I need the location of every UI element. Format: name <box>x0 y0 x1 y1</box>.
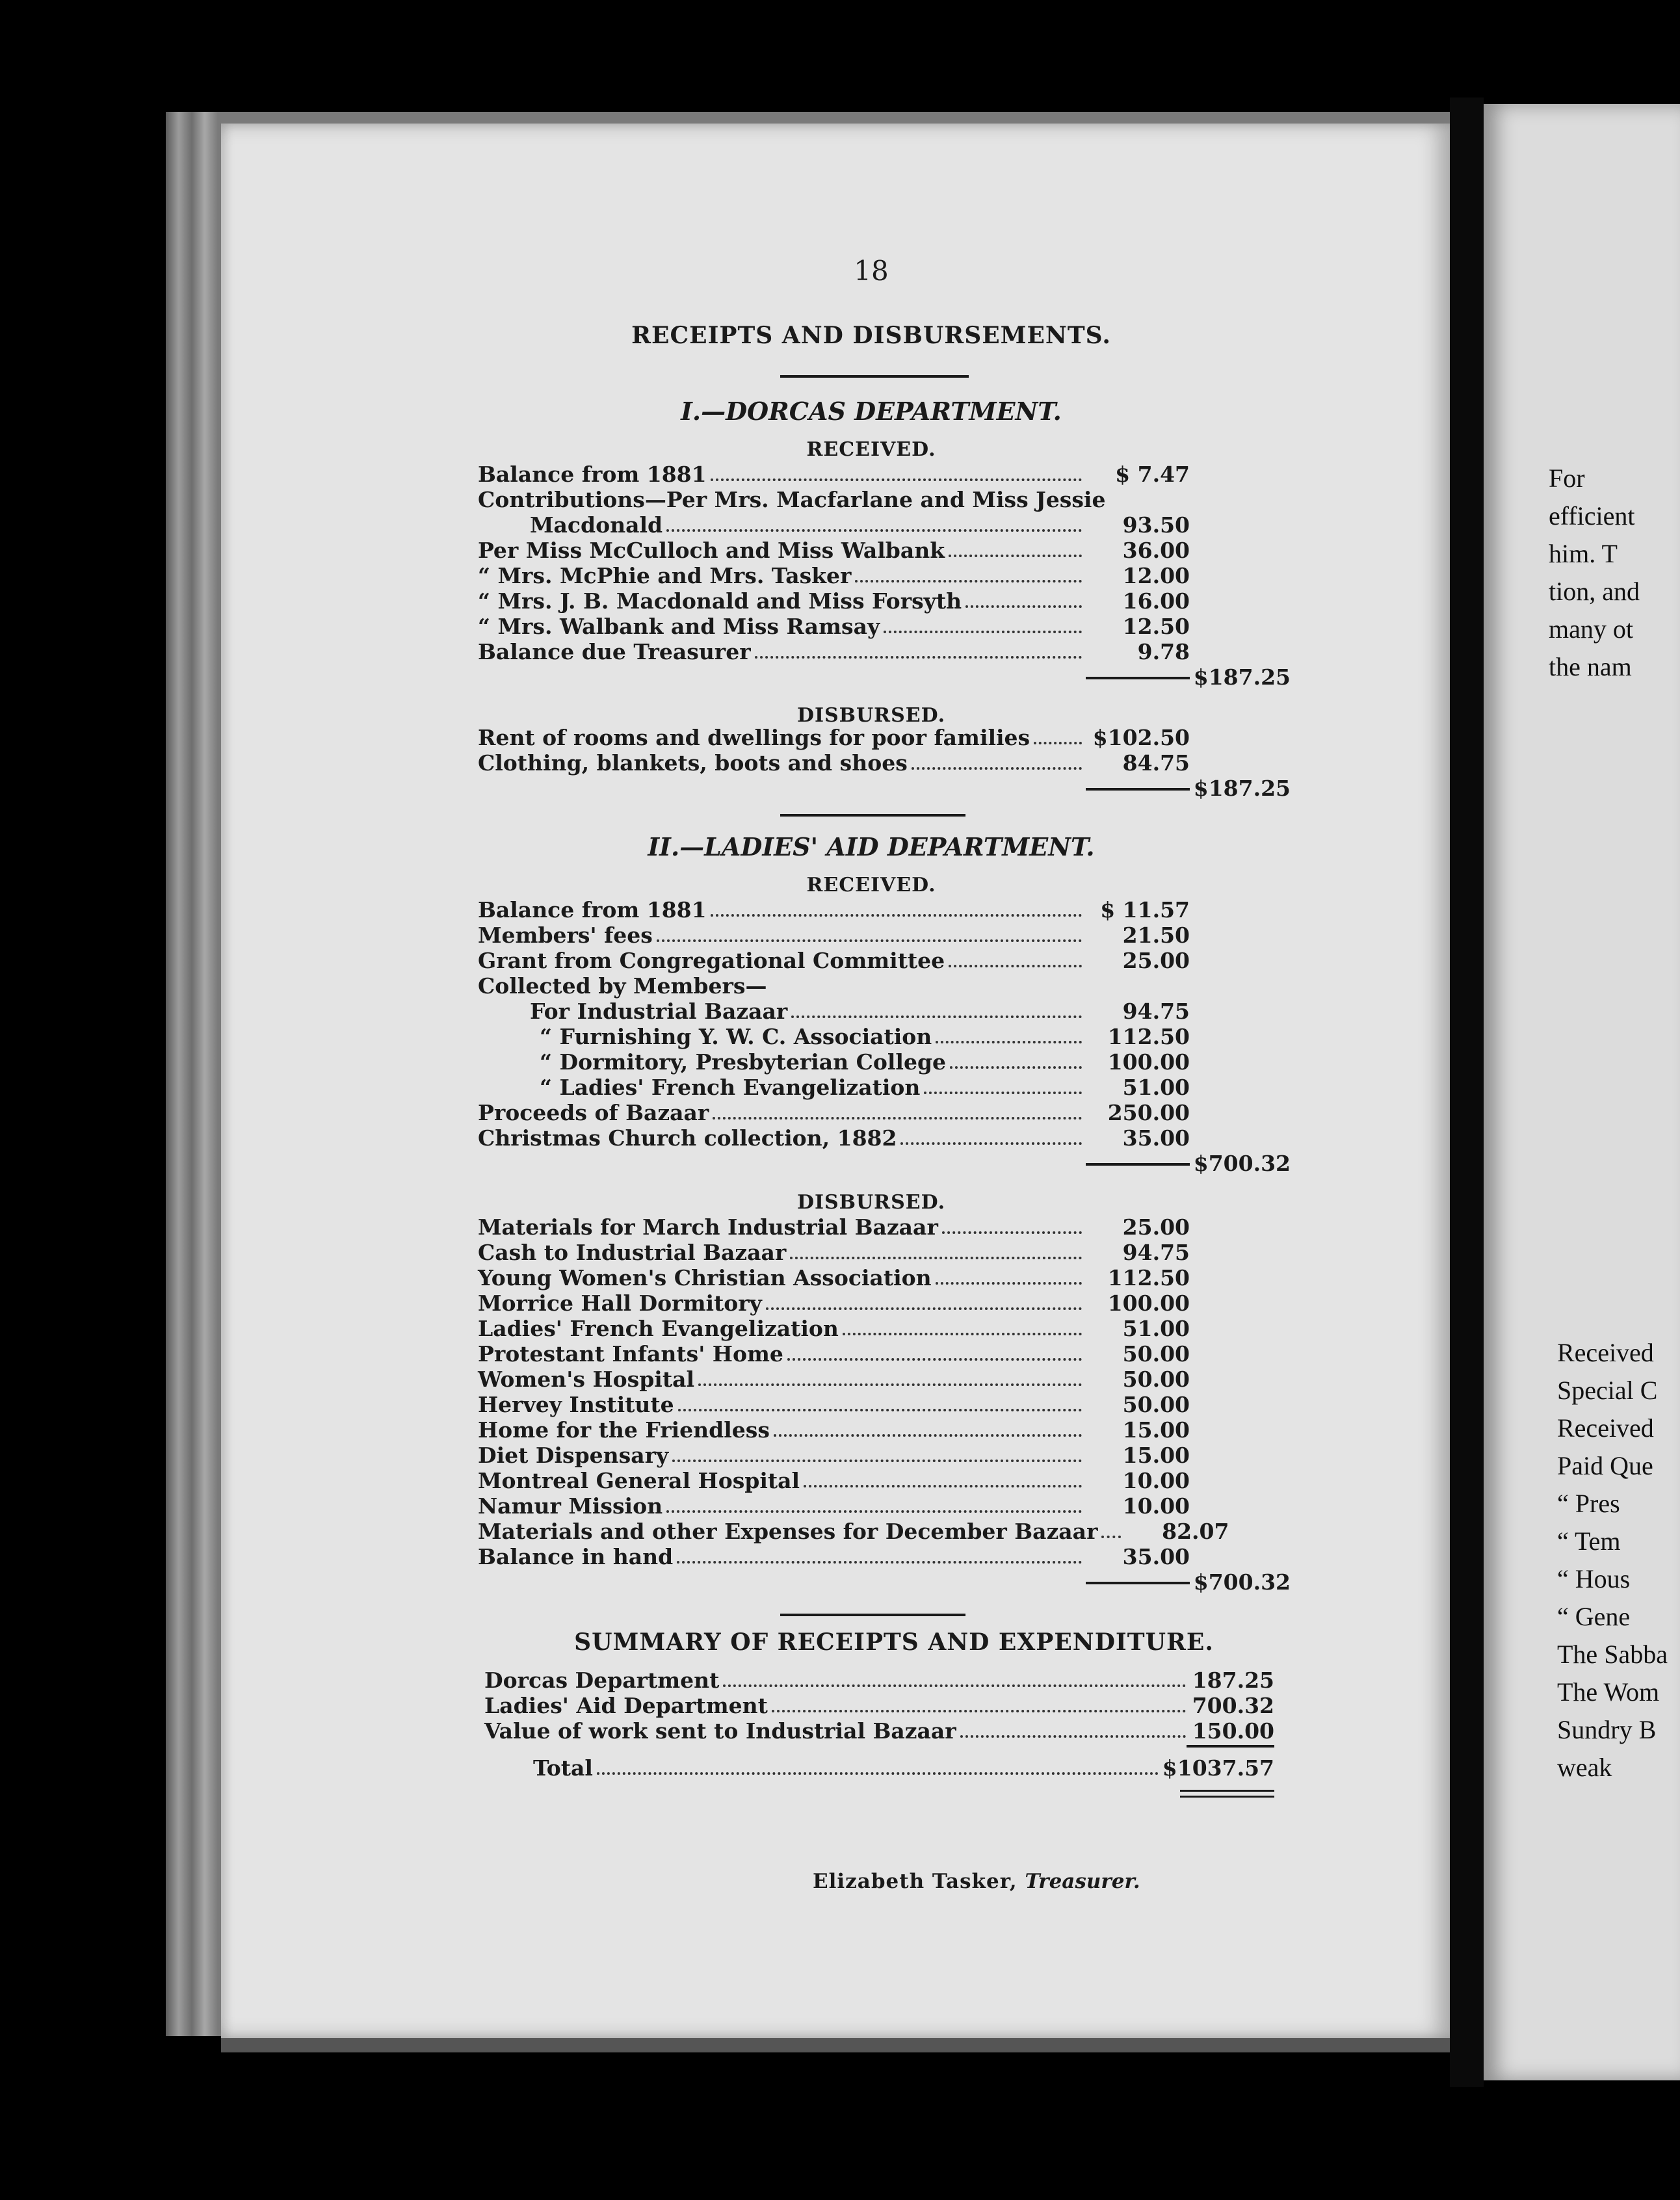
ledger-label: For Industrial Bazaar <box>530 999 788 1024</box>
ledger-amount: 50.00 <box>1122 1392 1190 1417</box>
leader-dots <box>774 1434 1082 1437</box>
ledger-amount: 35.00 <box>1122 1125 1190 1151</box>
ledger-row <box>478 1367 1291 1392</box>
ledger-row <box>478 973 1291 999</box>
facing-line: The Wom <box>1557 1677 1660 1707</box>
summary-label: Value of work sent to Industrial Bazaar <box>484 1718 956 1744</box>
ledger-label: “ Mrs. Walbank and Miss Ramsay <box>478 614 880 639</box>
ledger-label: Balance from 1881 <box>478 897 707 923</box>
ledger-row <box>478 1049 1291 1075</box>
leader-dots <box>678 1409 1082 1411</box>
ledger-row <box>478 1290 1291 1316</box>
ledger-total: $700.32 <box>1193 1151 1291 1176</box>
ledger-amount: 100.00 <box>1107 1290 1190 1316</box>
ledger-label: Clothing, blankets, boots and shoes <box>478 750 908 776</box>
ledger-label: Materials and other Expenses for December Bazaar <box>478 1519 1098 1544</box>
treasurer-name: Elizabeth Tasker, <box>813 1870 1017 1893</box>
ledger-row <box>478 1468 1291 1493</box>
leader-dots <box>677 1561 1082 1564</box>
ledger-amount: 15.00 <box>1122 1417 1190 1443</box>
ledger-amount: 10.00 <box>1122 1468 1190 1493</box>
facing-line: the nam <box>1549 652 1632 681</box>
ledger-row <box>478 512 1291 538</box>
summary-total-label: Total <box>533 1755 593 1781</box>
ledger-row <box>478 1392 1291 1417</box>
dorcas-received-list <box>478 462 1291 690</box>
ledger-label: “ Mrs. McPhie and Mrs. Tasker <box>478 563 852 588</box>
ladies-aid-heading: II.—LADIES' AID DEPARTMENT. <box>648 832 1095 861</box>
facing-line: weak <box>1557 1753 1612 1782</box>
ledger-total: $187.25 <box>1193 664 1291 690</box>
section-rule-1 <box>780 814 965 817</box>
leader-dots <box>965 605 1082 608</box>
ledger-label: Contributions—Per Mrs. Macfarlane and Miss Jessie <box>478 487 1106 512</box>
leader-dots <box>949 555 1082 557</box>
leader-dots <box>924 1092 1082 1094</box>
summary-row <box>484 1718 1274 1744</box>
leader-dots <box>804 1485 1082 1487</box>
ledger-row <box>478 1443 1291 1468</box>
ledger-amount: 51.00 <box>1122 1075 1190 1100</box>
ledger-amount: 50.00 <box>1122 1341 1190 1367</box>
leader-dots <box>711 478 1082 481</box>
ledger-amount: 15.00 <box>1122 1443 1190 1468</box>
summary-row <box>484 1693 1274 1718</box>
ledger-label: Hervey Institute <box>478 1392 674 1417</box>
summary-row <box>484 1668 1274 1693</box>
double-rule <box>533 1790 1274 1798</box>
ledger-total-row <box>478 776 1291 801</box>
ledger-row <box>478 487 1291 512</box>
ledger-label: Per Miss McCulloch and Miss Walbank <box>478 538 945 563</box>
facing-line: tion, and <box>1549 577 1640 606</box>
leader-dots <box>597 1772 1159 1775</box>
leader-dots <box>698 1383 1082 1386</box>
leader-dots <box>912 767 1082 770</box>
ledger-amount: 250.00 <box>1107 1100 1190 1125</box>
facing-line: “ Hous <box>1557 1564 1631 1593</box>
ledger-total: $700.32 <box>1193 1569 1291 1595</box>
ledger-amount: 12.00 <box>1122 563 1190 588</box>
leader-dots <box>949 965 1082 967</box>
ledger-amount: $102.50 <box>1092 725 1190 750</box>
ledger-amount: 51.00 <box>1122 1316 1190 1341</box>
ledger-label: “ Dormitory, Presbyterian College <box>540 1049 947 1075</box>
book-gutter <box>1450 98 1484 2087</box>
ledger-row <box>478 1100 1291 1125</box>
ledger-amount: $ 7.47 <box>1115 462 1190 487</box>
total-rule <box>1086 677 1190 679</box>
leader-dots <box>884 631 1082 633</box>
section-rule-2 <box>780 1614 965 1616</box>
summary-total-amount: $1037.57 <box>1162 1755 1274 1781</box>
leader-dots <box>791 1015 1082 1018</box>
facing-line: For <box>1549 464 1585 493</box>
ledger-total: $187.25 <box>1193 776 1291 801</box>
ledger-amount: 36.00 <box>1122 538 1190 563</box>
ledger-amount: 25.00 <box>1122 1214 1190 1240</box>
summary-rule <box>484 1745 1274 1748</box>
ledger-row <box>478 1265 1291 1290</box>
ledger-label: Grant from Congregational Committee <box>478 948 945 973</box>
summary-amount: 187.25 <box>1192 1668 1274 1693</box>
ledger-row <box>478 1519 1291 1544</box>
page-number: 18 <box>854 255 889 287</box>
ledger-label: Materials for March Industrial Bazaar <box>478 1214 938 1240</box>
ledger-row <box>478 1240 1291 1265</box>
ledger-row <box>478 1341 1291 1367</box>
ladies-aid-received-label: RECEIVED. <box>806 874 936 897</box>
facing-line: Sundry B <box>1557 1715 1657 1744</box>
summary-list <box>484 1668 1274 1751</box>
leader-dots <box>666 1510 1082 1513</box>
summary-label: Ladies' Aid Department <box>484 1693 768 1718</box>
total-rule <box>1086 1582 1190 1584</box>
leader-dots <box>672 1460 1082 1462</box>
leader-dots <box>787 1358 1082 1361</box>
ledger-amount: 16.00 <box>1122 588 1190 614</box>
facing-page-bottom-text <box>1557 1337 1668 1790</box>
ledger-row <box>478 1417 1291 1443</box>
leader-dots <box>723 1684 1186 1687</box>
leader-dots <box>1034 742 1082 744</box>
title-rule <box>780 375 969 378</box>
summary-amount: 150.00 <box>1192 1718 1274 1744</box>
ledger-label: Balance in hand <box>478 1544 674 1569</box>
ledger-total-row <box>478 1569 1291 1595</box>
leader-dots <box>713 1117 1082 1120</box>
ledger-amount: 112.50 <box>1107 1024 1190 1049</box>
ledger-row <box>478 999 1291 1024</box>
leader-dots <box>755 656 1082 659</box>
leader-dots <box>666 529 1082 532</box>
dorcas-disbursed-list <box>478 725 1291 801</box>
ledger-label: Namur Mission <box>478 1493 663 1519</box>
leader-dots <box>766 1307 1082 1310</box>
treasurer-signature <box>813 1870 1140 1893</box>
ledger-amount: 84.75 <box>1122 750 1190 776</box>
ledger-label: Montreal General Hospital <box>478 1468 800 1493</box>
leader-dots <box>843 1333 1082 1335</box>
leader-dots <box>657 939 1082 942</box>
facing-line: many ot <box>1549 614 1633 644</box>
ledger-label: Cash to Industrial Bazaar <box>478 1240 787 1265</box>
ledger-row <box>478 1316 1291 1341</box>
ledger-label: Morrice Hall Dormitory <box>478 1290 762 1316</box>
ledger-label: Balance due Treasurer <box>478 639 751 664</box>
ledger-row <box>478 725 1291 750</box>
total-rule <box>1086 788 1190 791</box>
ledger-label: Collected by Members— <box>478 973 767 999</box>
ledger-label: “ Furnishing Y. W. C. Association <box>540 1024 932 1049</box>
ledger-label: Young Women's Christian Association <box>478 1265 932 1290</box>
ledger-row <box>478 538 1291 563</box>
page-title: RECEIPTS AND DISBURSEMENTS. <box>631 322 1111 349</box>
ledger-row <box>478 588 1291 614</box>
ledger-amount: 100.00 <box>1107 1049 1190 1075</box>
leader-dots <box>900 1142 1082 1145</box>
ledger-row <box>478 1493 1291 1519</box>
ledger-amount: 82.07 <box>1162 1519 1229 1544</box>
ledger-label: Home for the Friendless <box>478 1417 770 1443</box>
leader-dots <box>942 1231 1082 1234</box>
ladies-aid-received-list <box>478 897 1291 1176</box>
leader-dots <box>936 1282 1082 1285</box>
ledger-amount: 112.50 <box>1107 1265 1190 1290</box>
ledger-label: Women's Hospital <box>478 1367 694 1392</box>
ledger-row <box>478 750 1291 776</box>
dorcas-received-label: RECEIVED. <box>806 438 936 461</box>
ledger-label: Rent of rooms and dwellings for poor families <box>478 725 1030 750</box>
ladies-aid-disbursed-list <box>478 1214 1291 1595</box>
ledger-amount: 10.00 <box>1122 1493 1190 1519</box>
ledger-row <box>478 1024 1291 1049</box>
leader-dots <box>936 1041 1082 1043</box>
ledger-row <box>478 1075 1291 1100</box>
ledger-amount: $ 11.57 <box>1100 897 1190 923</box>
ledger-label: Protestant Infants' Home <box>478 1341 783 1367</box>
page-bottom-edge <box>221 2038 1450 2052</box>
ledger-label: Christmas Church collection, 1882 <box>478 1125 897 1151</box>
summary-amount: 700.32 <box>1192 1693 1274 1718</box>
facing-line: efficient <box>1549 501 1635 530</box>
leader-dots <box>711 914 1082 917</box>
facing-line: The Sabba <box>1557 1640 1668 1669</box>
ledger-label: Proceeds of Bazaar <box>478 1100 709 1125</box>
ledger-row <box>478 923 1291 948</box>
ledger-row <box>478 563 1291 588</box>
ledger-amount: 25.00 <box>1122 948 1190 973</box>
ladies-aid-disbursed-label: DISBURSED. <box>796 1191 946 1214</box>
summary-total <box>533 1755 1274 1798</box>
ledger-row <box>478 948 1291 973</box>
total-rule <box>1086 1163 1190 1166</box>
dorcas-disbursed-label: DISBURSED. <box>796 704 946 727</box>
ledger-row <box>478 1214 1291 1240</box>
ledger-label: Ladies' French Evangelization <box>478 1316 839 1341</box>
leader-dots <box>790 1257 1082 1259</box>
ledger-amount: 94.75 <box>1122 1240 1190 1265</box>
summary-label: Dorcas Department <box>484 1668 720 1693</box>
ledger-label: Members' fees <box>478 923 653 948</box>
ledger-amount: 9.78 <box>1137 639 1190 664</box>
facing-line: Special C <box>1557 1376 1658 1405</box>
ledger-amount: 50.00 <box>1122 1367 1190 1392</box>
facing-line: Paid Que <box>1557 1451 1653 1480</box>
treasurer-role: Treasurer. <box>1025 1870 1140 1893</box>
facing-line: “ Pres <box>1557 1489 1620 1518</box>
leader-dots <box>950 1066 1082 1069</box>
ledger-amount: 12.50 <box>1122 614 1190 639</box>
ledger-total-row <box>478 664 1291 690</box>
ledger-row <box>478 1544 1291 1569</box>
ledger-label: “ Ladies' French Evangelization <box>540 1075 921 1100</box>
facing-line: “ Gene <box>1557 1602 1631 1631</box>
summary-heading: SUMMARY OF RECEIPTS AND EXPENDITURE. <box>574 1629 1214 1656</box>
leader-dots <box>772 1710 1186 1712</box>
ledger-amount: 35.00 <box>1122 1544 1190 1569</box>
dorcas-heading: I.—DORCAS DEPARTMENT. <box>681 397 1062 426</box>
ledger-label: Macdonald <box>530 512 663 538</box>
ledger-label: Balance from 1881 <box>478 462 707 487</box>
facing-line: Received <box>1557 1413 1654 1443</box>
summary-total-row <box>533 1755 1274 1781</box>
ledger-label: “ Mrs. J. B. Macdonald and Miss Forsyth <box>478 588 962 614</box>
ledger-label: Diet Dispensary <box>478 1443 669 1468</box>
leader-dots <box>855 580 1082 583</box>
ledger-amount: 94.75 <box>1122 999 1190 1024</box>
ledger-row <box>478 639 1291 664</box>
ledger-amount: 21.50 <box>1122 923 1190 948</box>
ledger-row <box>478 1125 1291 1151</box>
ledger-row <box>478 897 1291 923</box>
facing-line: “ Tem <box>1557 1526 1621 1556</box>
leader-dots <box>960 1735 1186 1738</box>
facing-page-top-text <box>1549 463 1640 689</box>
facing-line: Received <box>1557 1338 1654 1367</box>
ledger-row <box>478 614 1291 639</box>
ledger-row <box>478 462 1291 487</box>
facing-line: him. T <box>1549 539 1618 568</box>
ledger-amount: 93.50 <box>1122 512 1190 538</box>
ledger-total-row <box>478 1151 1291 1176</box>
leader-dots <box>1101 1536 1121 1538</box>
